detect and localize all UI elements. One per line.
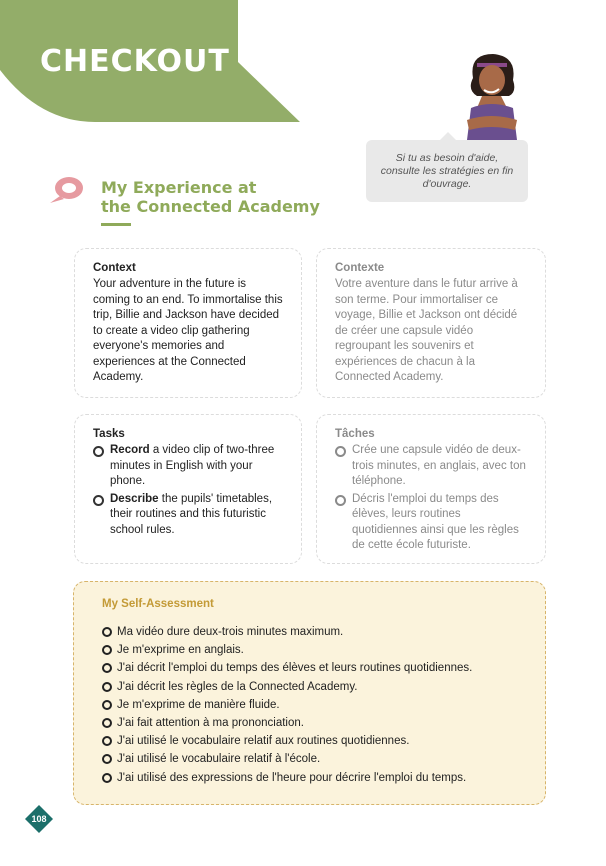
tasks-title-en: Tasks [93,428,125,440]
checklist-item[interactable]: Je m'exprime de manière fluide. [102,696,519,714]
checklist-item[interactable]: J'ai utilisé le vocabulaire relatif aux routines quotidiennes. [102,732,519,750]
checkbox-circle-icon[interactable] [102,700,112,710]
checklist-item[interactable]: J'ai utilisé des expressions de l'heure pour décrire l'emploi du temps. [102,769,519,787]
task-text: the pupils' timetables, their routines and this futuristic school rules. [110,492,273,536]
context-card-en [74,248,302,398]
helper-text: Si tu as besoin d'aide, consulte les stratégies en fin d'ouvrage. [380,151,514,190]
checkbox-circle-icon[interactable] [102,773,112,783]
page-title: CHECKOUT [40,44,230,79]
task-verb: Describe [110,492,159,505]
task-text: Crée une capsule vidéo de deux-trois minutes, en anglais, avec ton téléphone. [352,444,526,487]
task-item-fr [335,443,527,490]
checkbox-circle-icon[interactable] [102,627,112,637]
tasks-card-en [74,414,302,564]
context-card-fr [316,248,546,398]
bullet-circle-icon [93,446,104,457]
tasks-card-fr [316,414,546,564]
checkbox-circle-icon[interactable] [102,682,112,692]
task-item-fr [335,492,527,554]
self-assessment-title: My Self-Assessment [102,598,214,610]
context-body-en: Your adventure in the future is coming to an end. To immortalise this trip, Billie and Jackson have decided to create a video clip gathering everyone's memories and experiences at the Connected Academy. [93,278,283,383]
bullet-circle-icon [335,446,346,457]
checklist-item[interactable]: J'ai décrit l'emploi du temps des élèves et leurs routines quotidiennes. [102,659,519,677]
checkbox-circle-icon[interactable] [102,718,112,728]
checklist-item[interactable]: J'ai décrit les règles de la Connected Academy. [102,678,519,696]
checklist-item[interactable]: J'ai fait attention à ma prononciation. [102,714,519,732]
checklist-item[interactable]: J'ai utilisé le vocabulaire relatif à l'école. [102,750,519,768]
section-title: My Experience at the Connected Academy [101,178,320,216]
checkbox-circle-icon[interactable] [102,754,112,764]
checkbox-circle-icon[interactable] [102,645,112,655]
page-number: 108 [31,814,47,824]
context-title-en: Context [93,262,136,274]
task-text: Décris l'emploi du temps des élèves, leurs routines quotidiennes ainsi que les règles de cette école futuriste. [352,492,519,551]
checkbox-circle-icon[interactable] [102,736,112,746]
checkbox-circle-icon[interactable] [102,663,112,673]
helper-speech-bubble [366,140,528,202]
character-avatar-icon [455,48,527,140]
speech-bubble-icon [48,174,86,206]
checklist-item[interactable]: Ma vidéo dure deux-trois minutes maximum. [102,623,519,641]
bullet-circle-icon [93,495,104,506]
self-assessment-box [73,581,546,805]
context-body-fr: Votre aventure dans le futur arrive à son terme. Pour immortaliser ce voyage, Billie et Jackson ont décidé de créer une capsule vidéo regroupant les souvenirs et expériences de chacun à la Connected Academy. [335,278,518,383]
bullet-circle-icon [335,495,346,506]
tasks-title-fr: Tâches [335,428,375,440]
task-item-en [93,492,283,539]
task-text: a video clip of two-three minutes in English with your phone. [110,444,275,487]
checklist-item[interactable]: Je m'exprime en anglais. [102,641,519,659]
context-title-fr: Contexte [335,262,385,274]
task-verb: Record [110,444,150,456]
section-divider [101,223,131,226]
task-item-en [93,443,283,490]
